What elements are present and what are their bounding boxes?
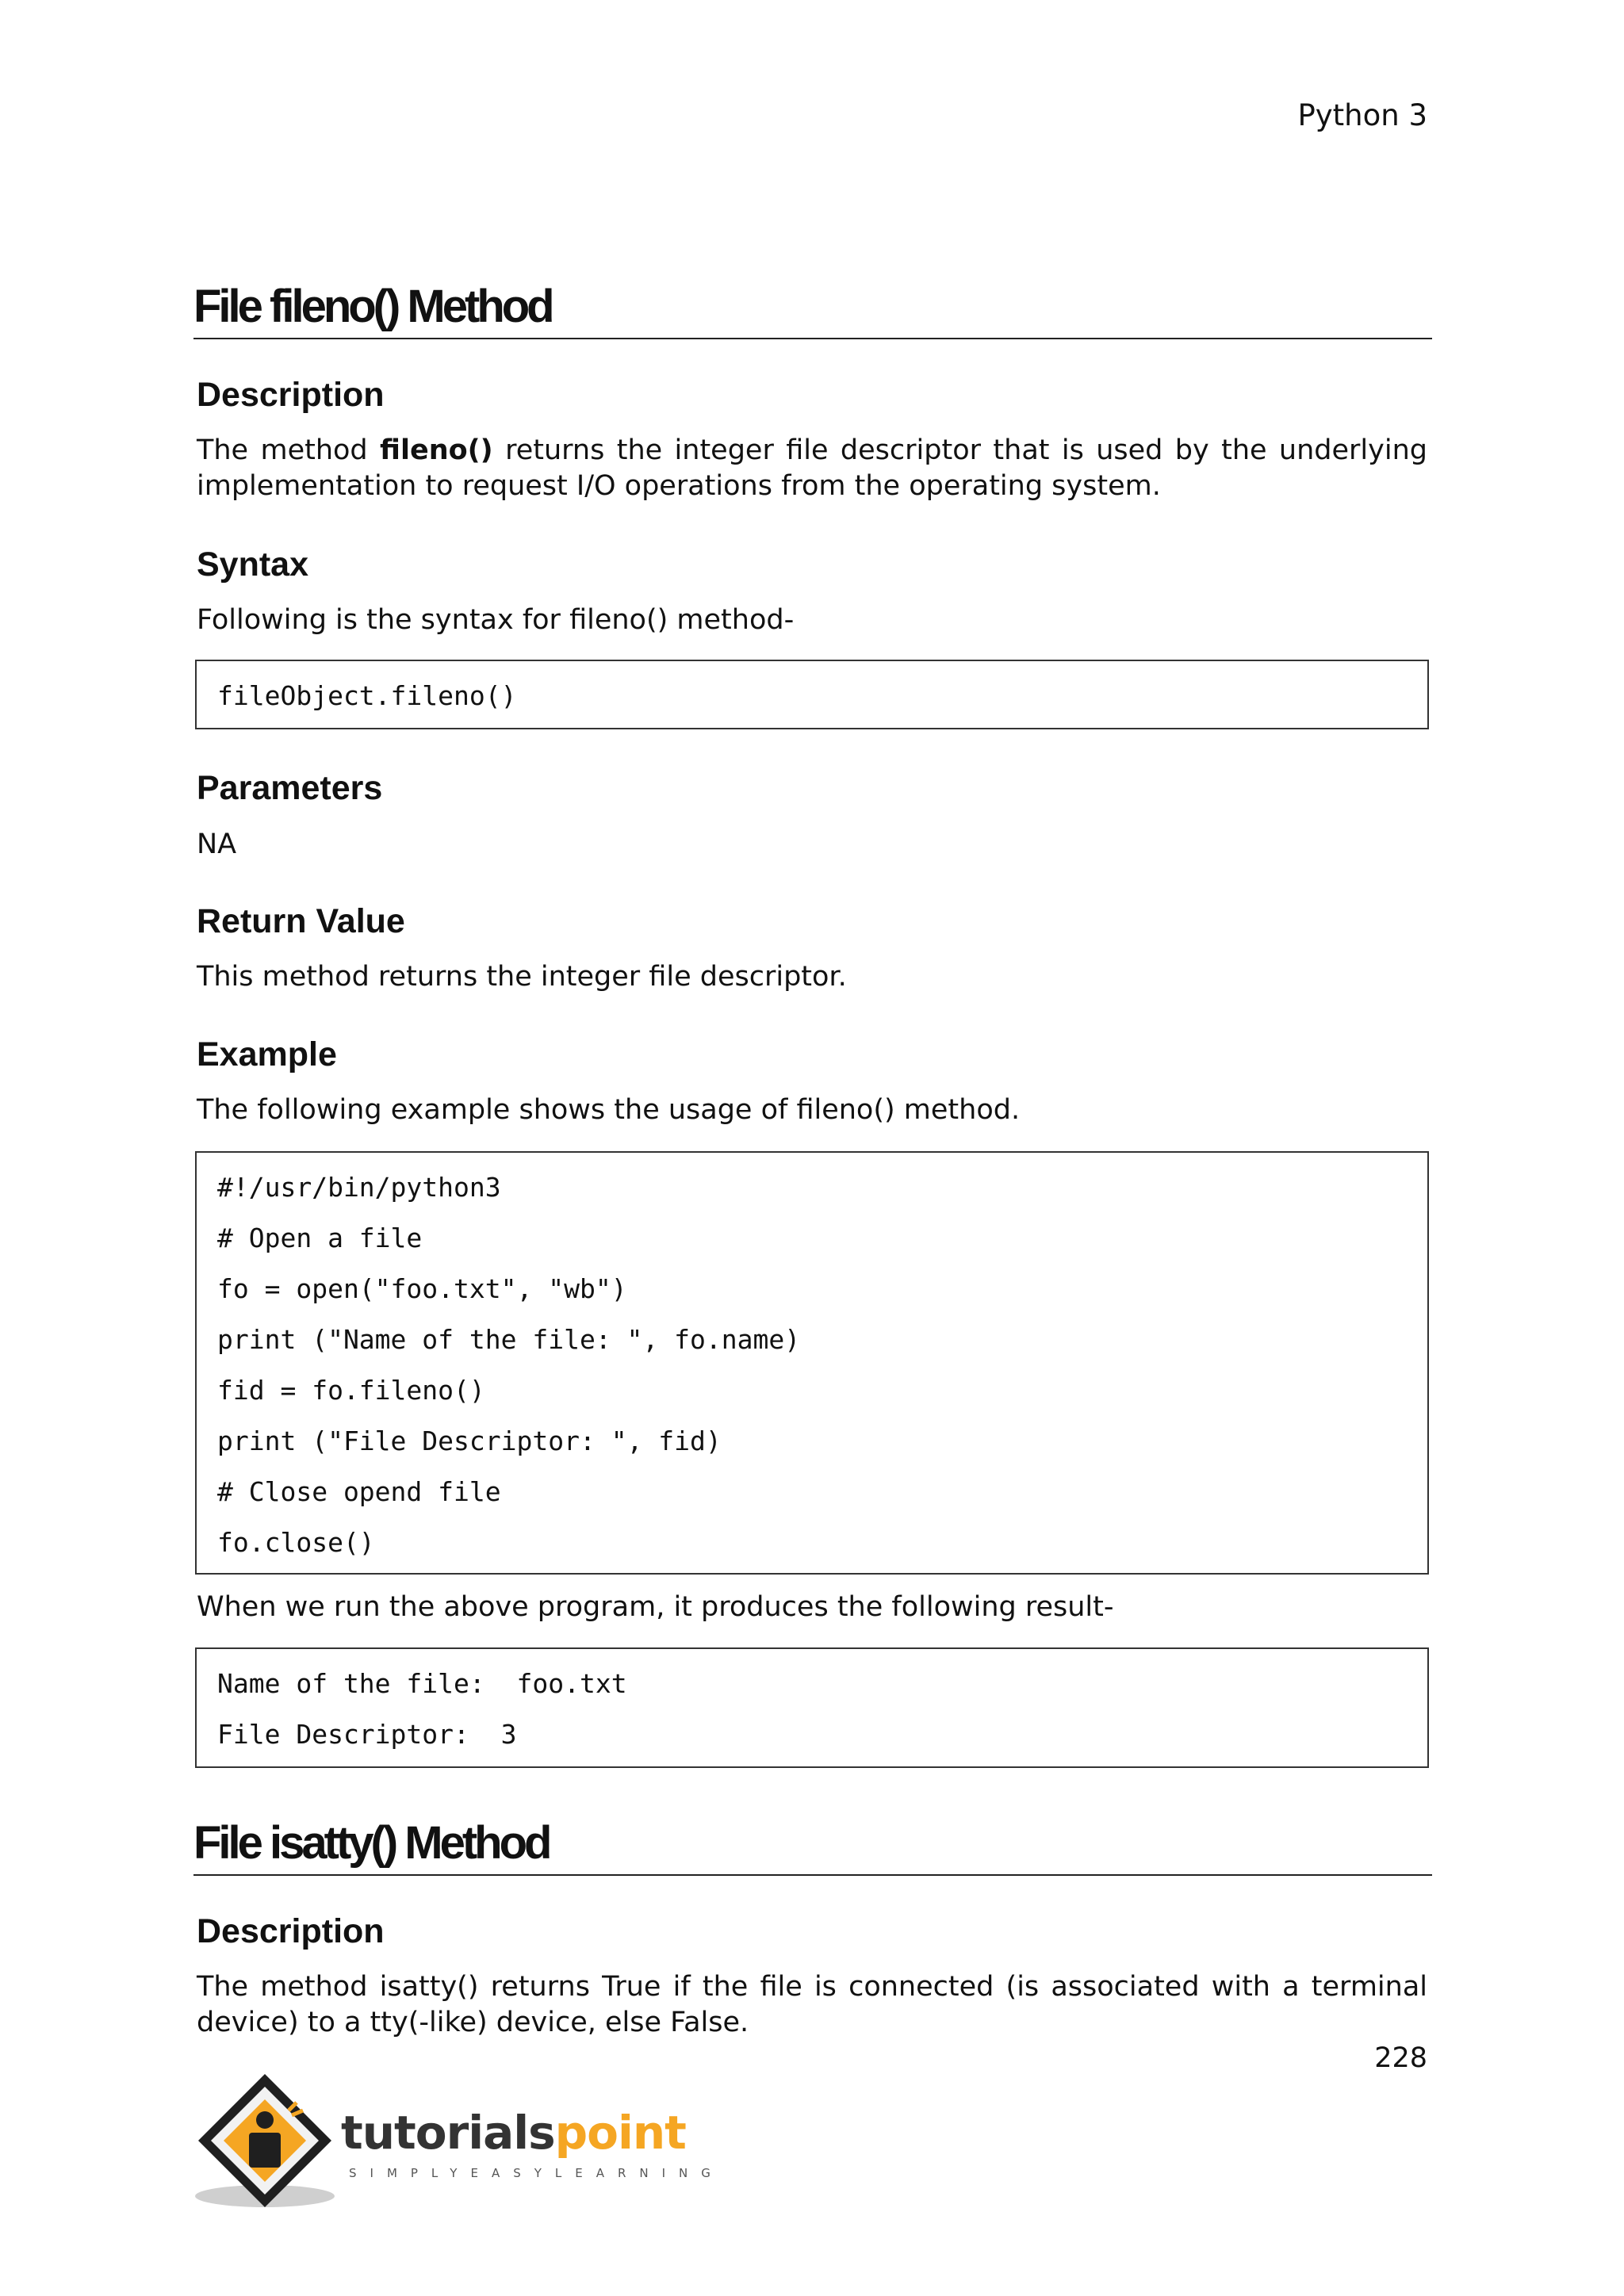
output-line: File Descriptor: 3 (217, 1719, 517, 1750)
heading-return-value: Return Value (197, 902, 405, 940)
heading-description: Description (197, 376, 385, 414)
running-head: Python 3 (1297, 98, 1427, 132)
syntax-intro: Following is the syntax for fileno() method- (197, 604, 795, 636)
heading-example: Example (197, 1035, 337, 1073)
parameters-text: NA (197, 828, 237, 860)
example-intro: The following example shows the usage of fileno() method. (197, 1094, 1021, 1126)
code-line: # Open a file (217, 1223, 423, 1253)
code-line: print ("Name of the file: ", fo.name) (217, 1324, 801, 1355)
section-title-fileno: File fileno() Method (193, 279, 1432, 339)
code-line: # Close opend file (217, 1476, 501, 1507)
isatty-description-paragraph: The method isatty() returns True if the file is connected (is associated with a terminal device) to a tty(-like) device, else False. (197, 1971, 1427, 2038)
method-name-bold: fileno() (380, 434, 493, 466)
code-line: fileObject.fileno() (217, 680, 517, 711)
output-code-block (195, 1647, 1429, 1768)
heading-description-isatty: Description (197, 1912, 385, 1950)
heading-parameters: Parameters (197, 769, 383, 807)
code-line: fo.close() (217, 1527, 375, 1558)
code-line: #!/usr/bin/python3 (217, 1172, 501, 1203)
return-value-text: This method returns the integer file descriptor. (197, 961, 847, 993)
tutorialspoint-logo (193, 2071, 724, 2214)
example-code-block (195, 1151, 1429, 1575)
logo-tagline: SIMPLYEASYLEARNING (349, 2166, 724, 2180)
logo-wordmark: tutorialspoint (341, 2106, 686, 2160)
page-number: 228 (1374, 2042, 1427, 2074)
section-title-isatty: File isatty() Method (193, 1816, 1432, 1876)
code-line: fid = fo.fileno() (217, 1375, 485, 1406)
output-line: Name of the file: foo.txt (217, 1668, 627, 1699)
result-intro: When we run the above program, it produces the following result- (197, 1591, 1114, 1623)
syntax-code-block (195, 660, 1429, 729)
heading-syntax: Syntax (197, 545, 309, 584)
code-line: print ("File Descriptor: ", fid) (217, 1425, 722, 1456)
description-paragraph: The method fileno() returns the integer file descriptor that is used by the underlying implementation to request I/O operations from the operating system. (197, 434, 1427, 502)
code-line: fo = open("foo.txt", "wb") (217, 1273, 627, 1304)
